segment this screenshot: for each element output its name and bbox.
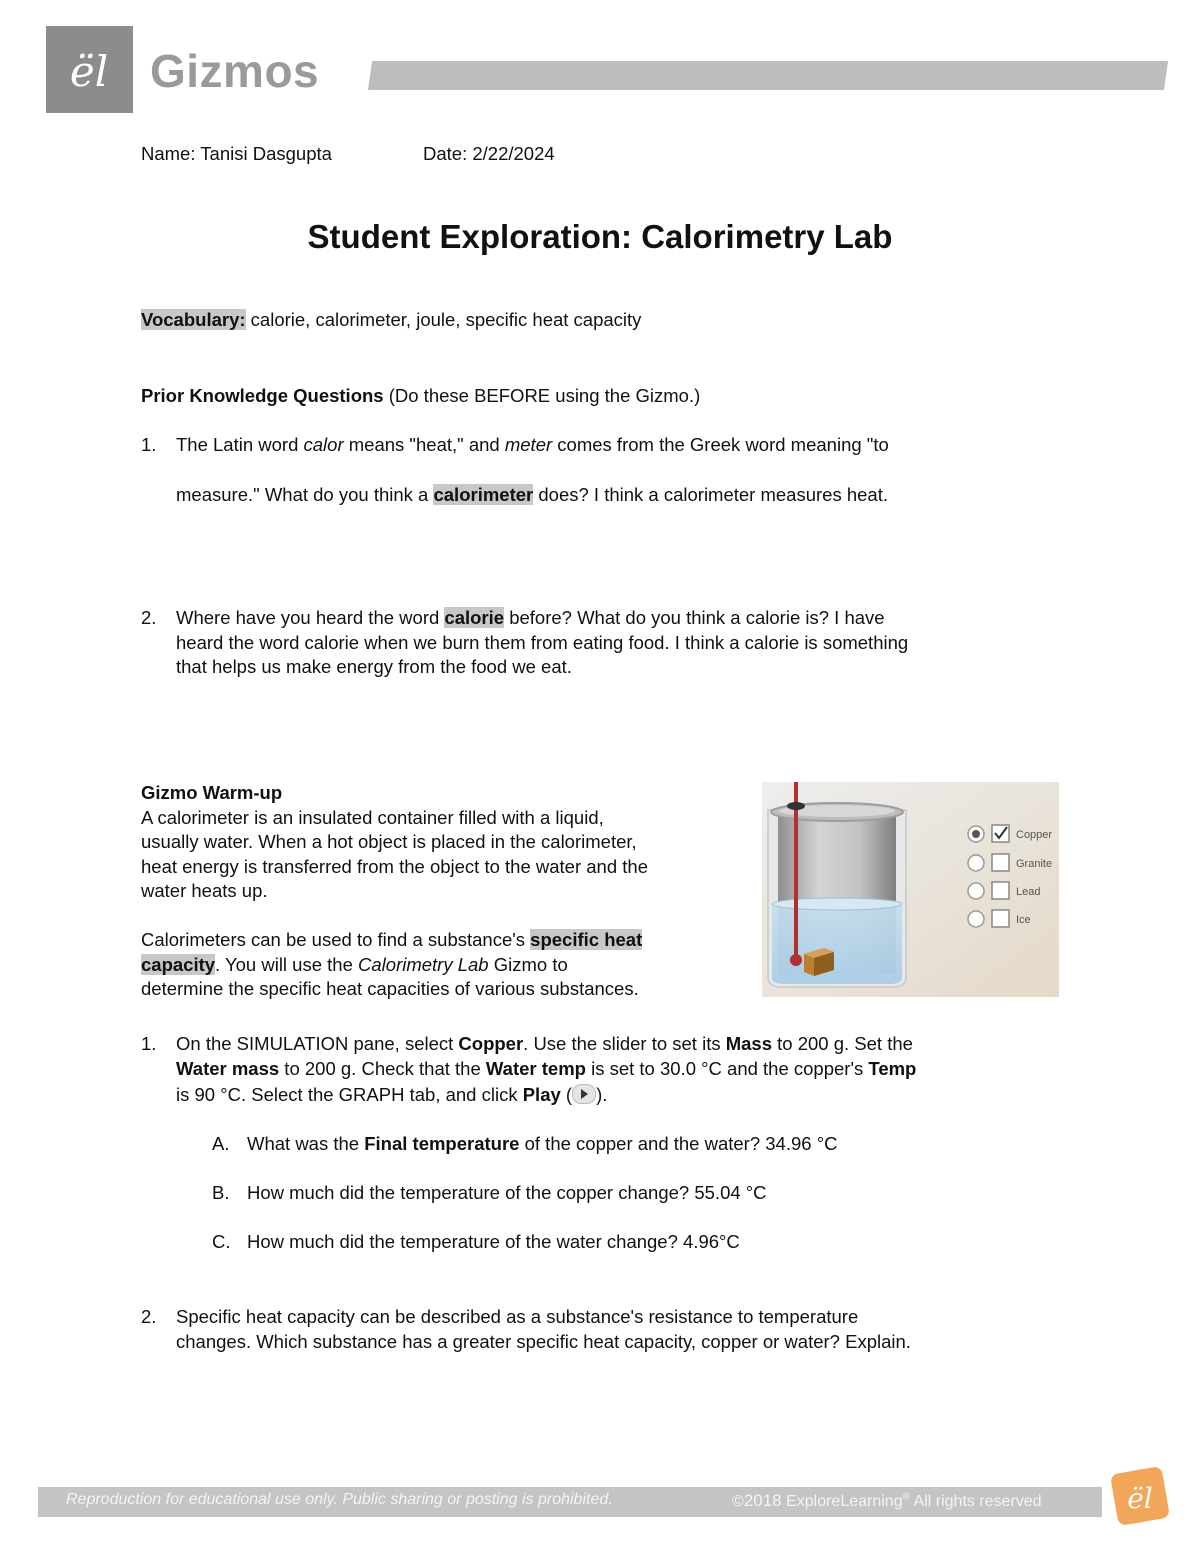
play-icon bbox=[572, 1084, 596, 1104]
svg-text:ël: ël bbox=[69, 47, 109, 96]
question-number: 1. bbox=[141, 434, 157, 455]
option-label: Ice bbox=[1016, 914, 1031, 926]
heading-text: Prior Knowledge Questions bbox=[141, 385, 384, 406]
option-label: Lead bbox=[1016, 886, 1041, 898]
prior-knowledge-heading bbox=[141, 384, 700, 409]
vocabulary-label: Vocabulary: bbox=[141, 309, 246, 330]
student-name: Name: Tanisi Dasgupta bbox=[141, 143, 332, 164]
warmup-question-2: Specific heat capacity can be described as a substance's resistance to temperature changes. Which substance has a greater specific heat capacity, copper or water? Explain. bbox=[176, 1306, 911, 1352]
pk-question-1-line2: measure." What do you think a calorimeter does? I think a calorimeter measures heat. bbox=[176, 484, 888, 505]
calorimeter-figure bbox=[762, 782, 1059, 997]
gizmos-logo bbox=[46, 26, 133, 113]
heading-note: (Do these BEFORE using the Gizmo.) bbox=[383, 385, 701, 406]
svg-text:ël: ël bbox=[1127, 1482, 1153, 1515]
question-number: 2. bbox=[141, 1306, 157, 1327]
footer-notice: Reproduction for educational use only. Public sharing or posting is prohibited. bbox=[66, 1491, 613, 1508]
warmup-question-1: On the SIMULATION pane, select Copper. Use the slider to set its Mass to 200 g. Set the Water mass to 200 g. Check that the Water temp is set to 30.0 °C and the copper's Temp is 90 °C. Select the GRAPH tab, and click Play ( ). bbox=[176, 1033, 917, 1105]
subquestion-letter: C. bbox=[212, 1231, 231, 1252]
brand-name: Gizmos bbox=[150, 45, 320, 97]
question-number: 1. bbox=[141, 1033, 157, 1054]
pk-question-2: Where have you heard the word calorie before? What do you think a calorie is? I have heard the word calorie when we burn them from eating food. I think a calorie is something that helps us make energy from the food we eat. bbox=[176, 607, 909, 677]
date: Date: 2/22/2024 bbox=[423, 143, 555, 164]
warmup-heading: Gizmo Warm-up bbox=[141, 782, 283, 803]
subquestion-c: How much did the temperature of the water change? 4.96°C bbox=[247, 1231, 740, 1252]
corner-logo-icon bbox=[1104, 1462, 1176, 1539]
subquestion-a: What was the Final temperature of the copper and the water? 34.96 °C bbox=[247, 1133, 838, 1154]
question-number: 2. bbox=[141, 607, 157, 628]
header-bar bbox=[368, 61, 1168, 90]
subquestion-b: How much did the temperature of the copper change? 55.04 °C bbox=[247, 1182, 767, 1203]
footer-copyright: ©2018 ExploreLearning® All rights reserved bbox=[732, 1491, 1042, 1510]
subquestion-letter: A. bbox=[212, 1133, 230, 1154]
option-label: Granite bbox=[1016, 858, 1053, 870]
pk-question-1-line1: The Latin word calor means "heat," and meter comes from the Greek word meaning "to bbox=[176, 434, 889, 455]
explorelearning-logo-icon bbox=[46, 26, 133, 113]
option-label: Copper bbox=[1016, 829, 1053, 841]
warmup-section: Gizmo Warm-up A calorimeter is an insulated container filled with a liquid, usually water. When a hot object is placed in the calorimeter, heat energy is transferred from the object to the water and the water heats up. Calorimeters can be used to find a substance's specific heat capacity. You will use the Calorimetry Lab Gizmo to determine the specific heat capacities of various substances. bbox=[141, 782, 648, 999]
vocabulary-terms: calorie, calorimeter, joule, specific heat capacity bbox=[245, 309, 642, 330]
page-title: Student Exploration: Calorimetry Lab bbox=[307, 218, 893, 255]
subquestion-letter: B. bbox=[212, 1182, 230, 1203]
vocabulary bbox=[141, 308, 641, 333]
